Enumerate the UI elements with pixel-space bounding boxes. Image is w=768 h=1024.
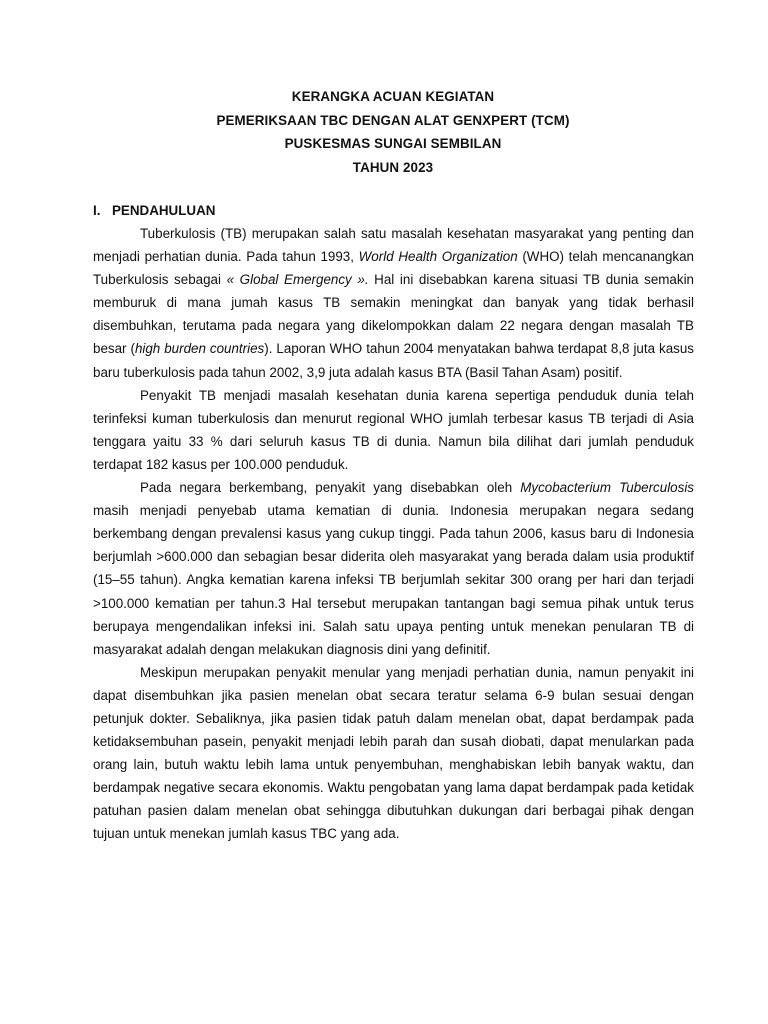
section-title: PENDAHULUAN bbox=[112, 203, 216, 218]
title-line-3: PUSKESMAS SUNGAI SEMBILAN bbox=[284, 136, 502, 151]
paragraph-3-text-a: Pada negara berkembang, penyakit yang disebabkan oleh bbox=[140, 480, 521, 496]
paragraph-1 bbox=[93, 222, 694, 384]
paragraph-2: Penyakit TB menjadi masalah kesehatan dunia karena sepertiga penduduk dunia telah terinfeksi kuman tuberkulosis dan menurut regional WHO jumlah terbesar kasus TB terjadi di Asia tenggara yaitu 33 % dari seluruh kasus TB di dunia. Namun bila dilihat dari jumlah penduduk terdapat 182 kasus per 100.000 penduduk. bbox=[93, 387, 694, 472]
title-line-4: TAHUN 2023 bbox=[352, 159, 434, 175]
paragraph-1-text-g: ). Laporan WHO tahun 2004 menyatakan bahwa terdapat 8,8 juta kasus baru tuberkulosis pada tahun 2002, 3,9 juta adalah kasus BTA (Basil Tahan Asam) positif. bbox=[93, 341, 695, 380]
paragraph-1-italic-burden: high burden countries bbox=[134, 341, 265, 357]
document-title-block bbox=[0, 85, 768, 179]
paragraph-1-italic-emergency: « Global Emergency ». bbox=[226, 272, 369, 288]
paragraph-4: Meskipun merupakan penyakit menular yang menjadi perhatian dunia, namun penyakit ini dapat disembuhkan jika pasien menelan obat secara teratur selama 6-9 bulan sesuai dengan petunjuk dokter. Sebaliknya, jika pasien tidak patuh dalam menelan obat, dapat berdampak pada ketidaksembuhan pasein, penyakit menjadi lebih parah dan susah diobati, dapat menularkan pada orang lain, butuh waktu lebih lama untuk penyembuhan, menghabiskan lebih banyak waktu, dan berdampak negative secara ekonomis. Waktu pengobatan yang lama dapat berdampak pada ketidak patuhan pasien dalam menelan obat sehingga dibutuhkan dukungan dari berbagai pihak dengan tujuan untuk menekan jumlah kasus TBC yang ada. bbox=[93, 664, 694, 842]
paragraph-1-text-c: (WHO) telah mencanangkan Tuberkulosis sebagai bbox=[93, 249, 694, 288]
title-line-1: KERANGKA ACUAN KEGIATAN bbox=[291, 89, 495, 104]
section-number: I. bbox=[93, 203, 101, 218]
paragraph-1-italic-who: World Health Organization bbox=[358, 249, 518, 265]
paragraph-1-text-a: Tuberkulosis (TB) merupakan salah satu masalah kesehatan masyarakat yang penting dan menjadi perhatian dunia. Pada tahun 1993, bbox=[93, 226, 694, 265]
paragraph-3-italic-mycobacterium: Mycobacterium Tuberculosis bbox=[520, 480, 694, 496]
document-body bbox=[93, 222, 694, 846]
title-line-2: PEMERIKSAAN TBC DENGAN ALAT GENXPERT (TCM) bbox=[216, 112, 570, 128]
section-heading bbox=[93, 200, 215, 222]
paragraph-3 bbox=[93, 476, 694, 661]
paragraph-1-text-e: Hal ini disebabkan karena situasi TB dunia semakin memburuk di mana jumah kasus TB semakin meningkat dan banyak yang tidak berhasil disembuhkan, terutama pada negara yang dikelompokkan dalam 22 negara dengan masalah TB besar ( bbox=[93, 272, 694, 357]
paragraph-3-text-c: masih menjadi penyebab utama kematian di dunia. Indonesia merupakan negara sedang berkembang dengan prevalensi kasus yang cukup tinggi. Pada tahun 2006, kasus baru di Indonesia berjumlah >600.000 dan sebagian besar diderita oleh masyarakat yang berada dalam usia produktif (15–55 tahun). Angka kematian karena infeksi TB berjumlah sekitar 300 orang per hari dan terjadi >100.000 kematian per tahun.3 Hal tersebut merupakan tantangan bagi semua pihak untuk terus berupaya mengendalikan infeksi ini. Salah satu upaya penting untuk menekan penularan TB di masyarakat adalah dengan melakukan diagnosis dini yang definitif. bbox=[93, 503, 694, 657]
